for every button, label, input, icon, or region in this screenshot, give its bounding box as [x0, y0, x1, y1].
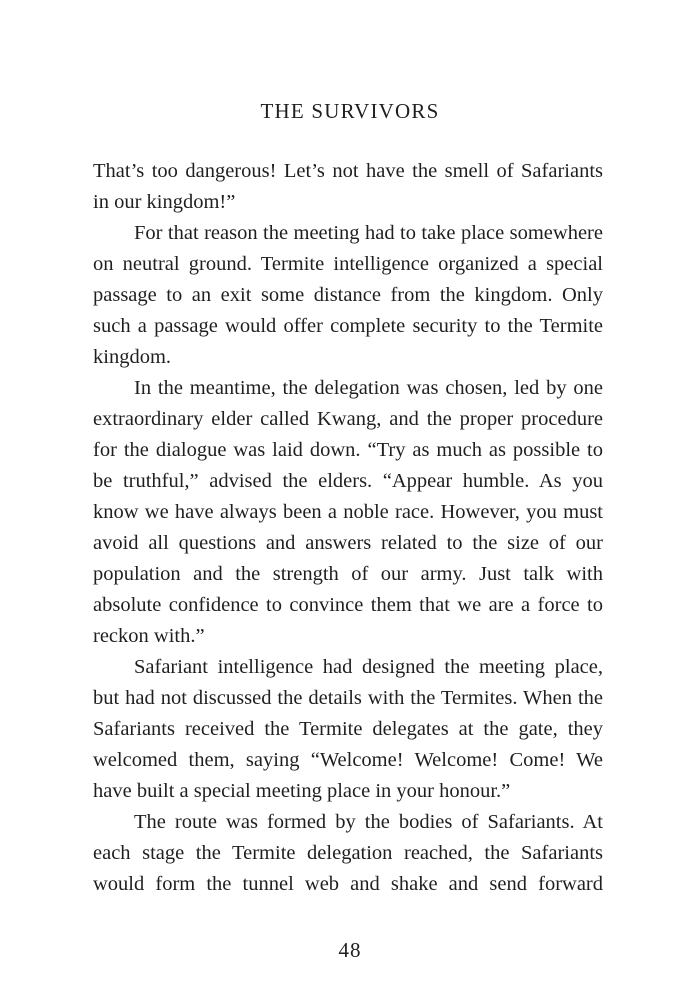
paragraph-continued: That’s too dangerous! Let’s not have the smell of Safariants in our kingdom!”	[93, 160, 603, 213]
paragraph-continues: The route was formed by the bodies of Safariants. At each stage the Termite delegation reached, the Safariants would form the tunnel web and shake and send forward	[93, 811, 603, 895]
paragraph: Safariant intelligence had designed the meeting place, but had not discussed the details with the Termites. When the Safariants received the Termite delegates at the gate, they welcomed them, saying “Welcome! Welcome! Come! We have built a special meeting place in your honour.”	[93, 656, 603, 802]
paragraph: For that reason the meeting had to take place somewhere on neutral ground. Termite intelligence organized a special passage to an exit some distance from the kingdom. Only such a passage would offer complete security to the Termite kingdom.	[93, 222, 603, 368]
body-text	[93, 156, 603, 900]
paragraph: In the meantime, the delegation was chosen, led by one extraordinary elder called Kwang, and the proper procedure for the dialogue was laid down. “Try as much as possible to be truthful,” advised the elders. “Appear humble. As you know we have always been a noble race. However, you must avoid all questions and answers related to the size of our population and the strength of our army. Just talk with absolute confidence to convince them that we are a force to reckon with.”	[93, 377, 603, 647]
page-number: 48	[338, 938, 362, 962]
running-head: THE SURVIVORS	[260, 99, 440, 123]
